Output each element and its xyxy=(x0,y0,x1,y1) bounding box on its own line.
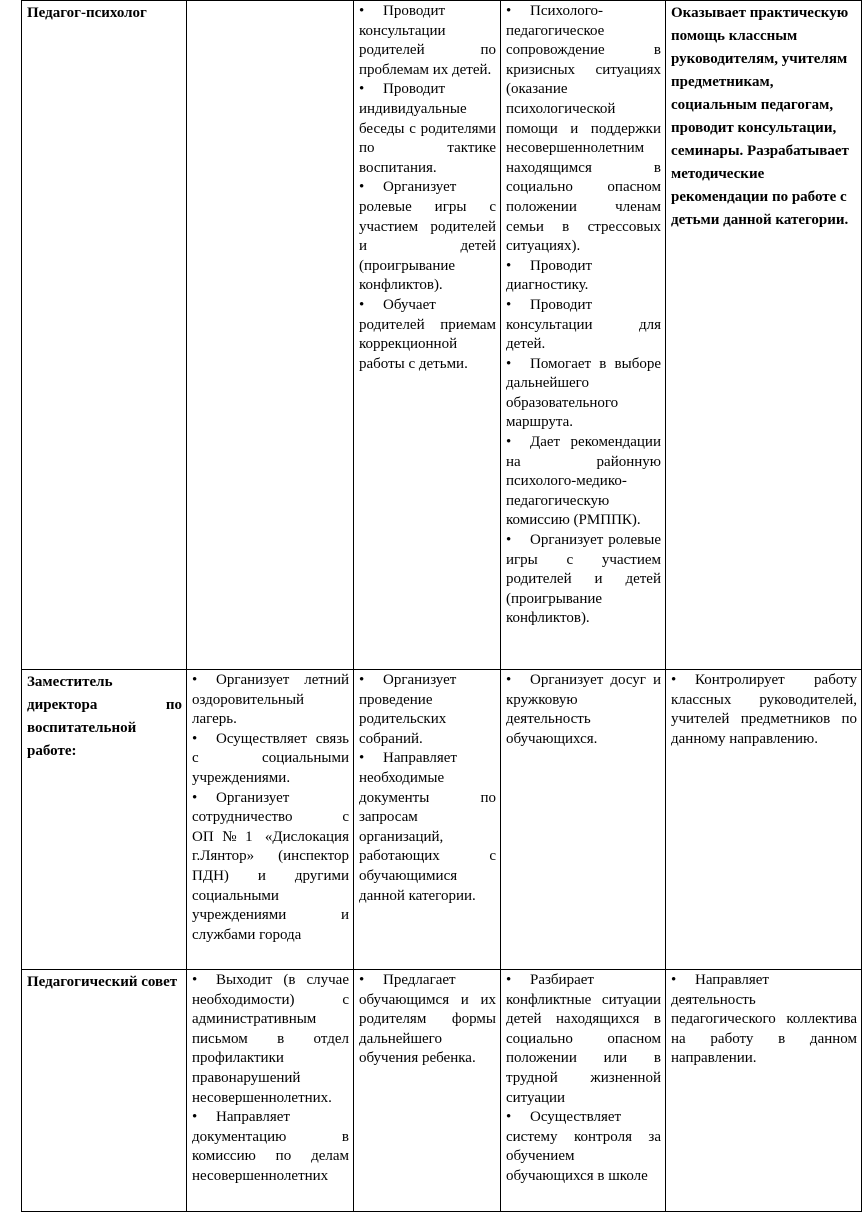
cell-col2 xyxy=(187,970,354,1212)
bullet-item xyxy=(506,433,661,531)
bullet-item xyxy=(506,257,661,296)
bullet-icon: • xyxy=(359,750,365,767)
bullet-item xyxy=(192,971,349,1108)
bullet-text: Проводит консультации для детей. xyxy=(506,296,661,353)
bullet-text: Контролирует работу классных руководителей, учителей предметников по данному направлению. xyxy=(671,672,857,747)
bullet-item xyxy=(506,296,661,355)
bullet-text: Помогает в выборе дальнейшего образовательного маршрута. xyxy=(506,355,661,431)
bullet-text: Организует досуг и кружковую деятельность обучающихся. xyxy=(506,672,661,747)
bullet-item xyxy=(506,971,661,1108)
bullet-text: Проводит консультации родителей по проблемам их детей. xyxy=(359,3,496,78)
bullet-item xyxy=(359,80,496,178)
bullet-item xyxy=(671,671,857,749)
bullet-icon: • xyxy=(506,1109,512,1126)
role-cell xyxy=(22,670,187,970)
bullet-icon: • xyxy=(506,296,512,313)
table-row xyxy=(22,970,862,1212)
bullet-list xyxy=(506,671,661,749)
bullet-text: Направляет необходимые документы по запросам организаций, работающих с обучающимися данной категории. xyxy=(359,750,496,904)
bullet-item xyxy=(192,671,349,730)
cell-col5 xyxy=(666,970,862,1212)
bullet-list xyxy=(671,971,857,1069)
bullet-text: Направляет документацию в комиссию по делам несовершеннолетних xyxy=(192,1109,349,1184)
cell-col5 xyxy=(666,1,862,670)
bullet-icon: • xyxy=(506,532,512,549)
bullet-icon: • xyxy=(192,730,198,747)
bullet-item xyxy=(359,2,496,80)
bullet-text: Обучает родителей приемам коррекционной работы с детьми. xyxy=(359,296,496,372)
bullet-text: Направляет деятельность педагогического коллектива на работу в данном направлении. xyxy=(671,972,857,1067)
cell-col4 xyxy=(501,670,666,970)
bullet-list xyxy=(192,971,349,1187)
role-name: Заместитель директора по воспитательной работе: xyxy=(27,674,182,759)
bullet-icon: • xyxy=(192,789,198,806)
bullet-text: Организует летний оздоровительный лагерь. xyxy=(192,672,349,728)
bullet-icon: • xyxy=(506,972,512,988)
bullet-icon: • xyxy=(359,672,365,688)
bullet-list xyxy=(359,671,496,906)
bullet-item xyxy=(506,531,661,629)
bullet-text: Разбирает конфликтные ситуации детей находящихся в социально опасном положении или в трудной жизненной ситуации xyxy=(506,972,661,1106)
bullet-icon: • xyxy=(506,355,512,372)
bullet-text: Осуществляет связь с социальными учреждениями. xyxy=(192,730,349,786)
bullet-text: Осуществляет систему контроля за обучением обучающихся в школе xyxy=(506,1109,661,1184)
bullet-item xyxy=(359,749,496,906)
bullet-list xyxy=(506,971,661,1187)
bullet-icon: • xyxy=(671,972,677,988)
bullet-list xyxy=(359,971,496,1069)
bullet-item xyxy=(359,671,496,749)
bullet-list xyxy=(671,671,857,749)
bullet-text: Предлагает обучающимся и их родителям формы дальнейшего обучения ребенка. xyxy=(359,972,496,1067)
cell-col3 xyxy=(354,970,501,1212)
bullet-icon: • xyxy=(506,672,512,688)
responsibilities-table xyxy=(21,0,862,1212)
bullet-list xyxy=(192,671,349,945)
bullet-icon: • xyxy=(359,3,365,19)
cell-col3 xyxy=(354,670,501,970)
bullet-icon: • xyxy=(359,296,365,313)
role-cell xyxy=(22,970,187,1212)
bullet-icon: • xyxy=(506,434,512,451)
cell-col3 xyxy=(354,1,501,670)
role-name: Педагог-психолог xyxy=(27,5,147,21)
bullet-item xyxy=(359,296,496,374)
bullet-list xyxy=(359,2,496,374)
bullet-icon: • xyxy=(359,81,365,98)
bullet-icon: • xyxy=(192,1109,198,1126)
cell-text: Оказывает практическую помощь классным руководителям, учителям предметникам, социальным педагогам, проводит консультации, семинары. Разрабатывает методические рекомендации по работе с детьми данной категории. xyxy=(671,5,849,228)
bullet-icon: • xyxy=(671,672,677,688)
bullet-icon: • xyxy=(506,257,512,274)
bullet-text: Дает рекомендации на районную психолого-медико-педагогическую комиссию (РМППК). xyxy=(506,434,661,529)
role-name: Педагогический совет xyxy=(27,974,178,990)
bullet-item xyxy=(506,2,661,257)
bullet-text: Выходит (в случае необходимости) с административным письмом в отдел профилактики правонарушений несовершеннолетних. xyxy=(192,972,349,1106)
bullet-icon: • xyxy=(359,179,365,196)
bullet-text: Психолого-педагогическое сопровождение в кризисных ситуациях (оказание психологической помощи и поддержки несовершеннолетним находящимся в социально опасном положении членам семьи в стрессовых ситуациях). xyxy=(506,3,661,255)
bullet-text: Организует проведение родительских собраний. xyxy=(359,672,457,747)
bullet-item xyxy=(359,971,496,1069)
bullet-icon: • xyxy=(192,972,198,988)
table-row xyxy=(22,1,862,670)
bullet-text: Организует ролевые игры с участием родителей и детей (проигрывание конфликтов). xyxy=(359,179,496,294)
table-row xyxy=(22,670,862,970)
cell-col2 xyxy=(187,670,354,970)
cell-col5 xyxy=(666,670,862,970)
bullet-item xyxy=(506,671,661,749)
bullet-icon: • xyxy=(192,672,198,688)
bullet-item xyxy=(192,789,349,946)
cell-col4 xyxy=(501,1,666,670)
bullet-text: Организует ролевые игры с участием родителей и детей (проигрывание конфликтов). xyxy=(506,532,661,627)
bullet-item xyxy=(192,1108,349,1186)
cell-col4 xyxy=(501,970,666,1212)
bullet-text: Проводит диагностику. xyxy=(506,257,593,294)
role-cell xyxy=(22,1,187,670)
cell-col2 xyxy=(187,1,354,670)
bullet-item xyxy=(359,178,496,296)
bullet-item xyxy=(671,971,857,1069)
bullet-item xyxy=(192,730,349,789)
bullet-icon: • xyxy=(506,3,512,19)
bullet-item xyxy=(506,1108,661,1186)
bullet-text: Организует сотрудничество с ОП№1 «Дислокация г.Лянтор» (инспектор ПДН) и другими социальными учреждениями и службами города xyxy=(192,789,349,943)
bullet-item xyxy=(506,355,661,433)
bullet-icon: • xyxy=(359,972,365,988)
bullet-text: Проводит индивидуальные беседы с родителями по тактике воспитания. xyxy=(359,81,496,176)
bullet-list xyxy=(506,2,661,629)
